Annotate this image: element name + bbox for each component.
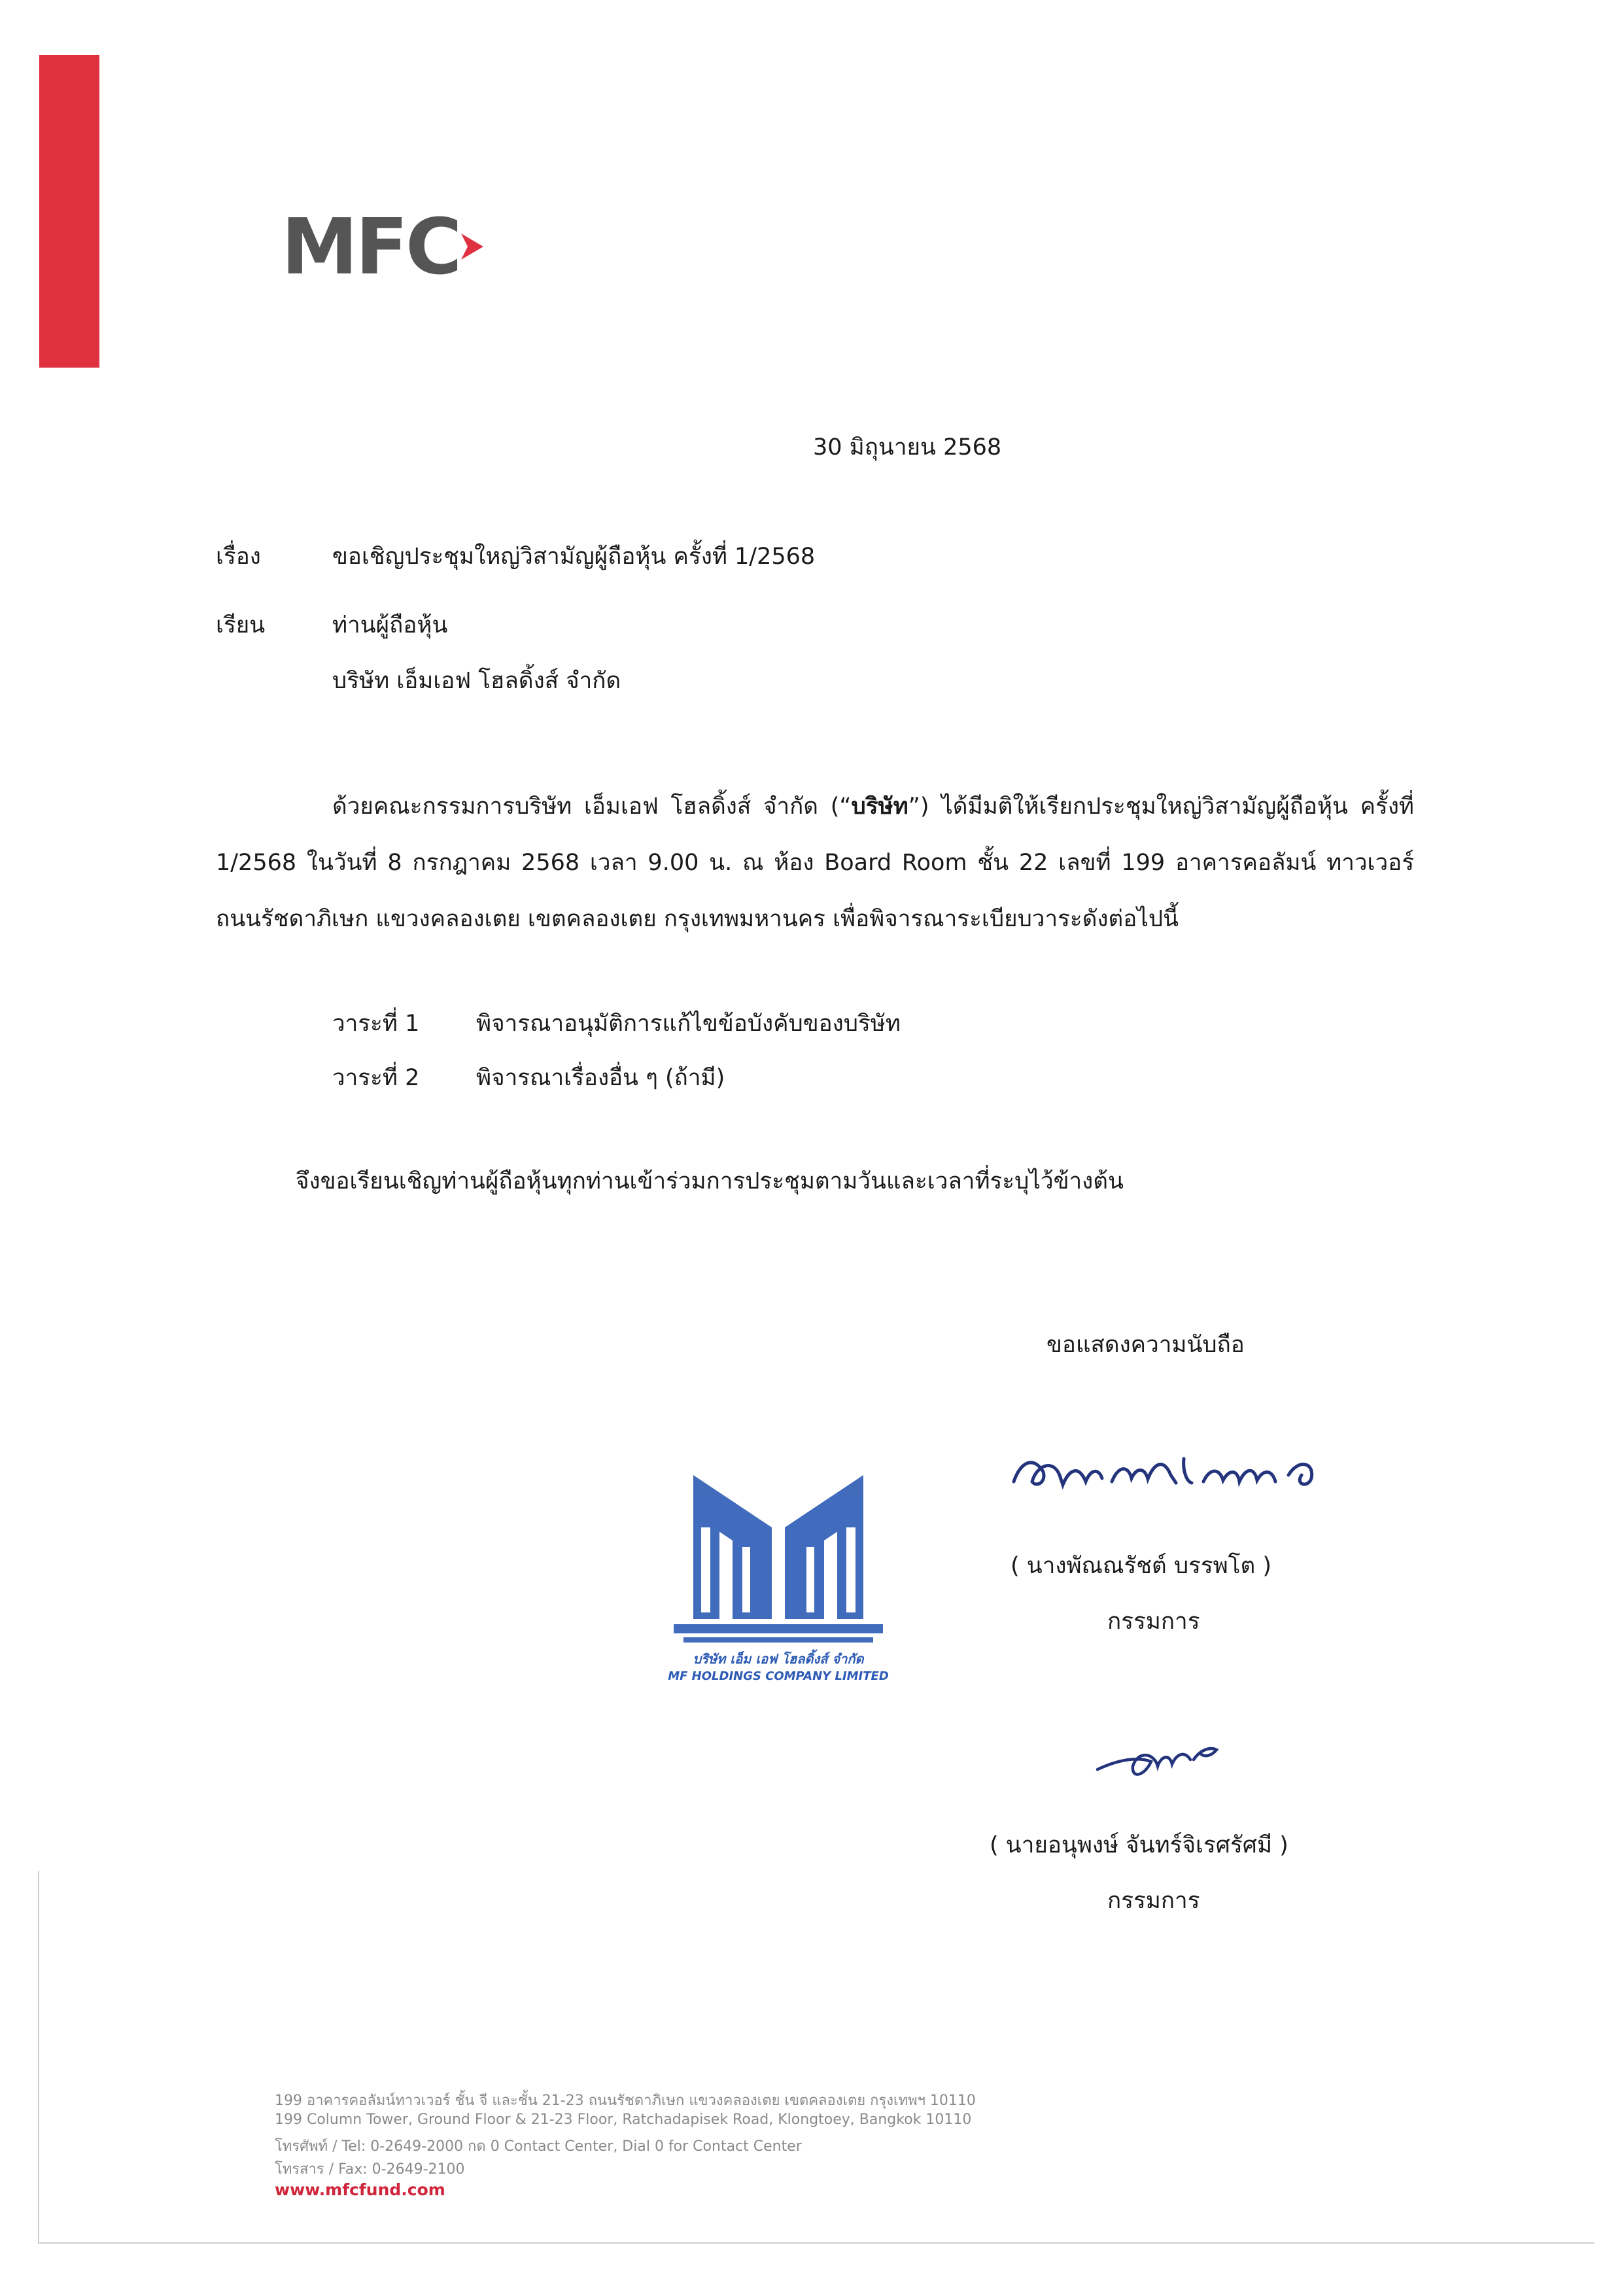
mfc-logo [281, 201, 483, 292]
stamp-text-english: MF HOLDINGS COMPANY LIMITED [668, 1669, 889, 1683]
regards-text: ขอแสดงความนับถือ [1046, 1332, 1245, 1358]
recipient-line-2: บริษัท เอ็มเอฟ โฮลดิ้งส์ จำกัด [332, 668, 621, 694]
agenda-text: พิจารณาอนุมัติการแก้ไขข้อบังคับของบริษัท [476, 1011, 901, 1037]
logo-arrow-icon [461, 227, 483, 266]
signature-1 [1007, 1436, 1373, 1508]
footer-address-th: 199 อาคารคอลัมน์ทาวเวอร์ ชั้น จี และชั้น 21-23 ถนนรัชดาภิเษก แขวงคลองเตย เขตคลองเตย กรุงเทพฯ 10110 [275, 2093, 976, 2109]
stamp-text-thai: บริษัท เอ็ม เอฟ โฮลดิ้งส์ จำกัด [693, 1651, 864, 1667]
recipient-label: เรียน [216, 612, 266, 638]
agenda-text: พิจารณาเรื่องอื่น ๆ (ถ้ามี) [476, 1065, 725, 1091]
footer-telephone: โทรศัพท์ / Tel: 0-2649-2000 กด 0 Contact Center, Dial 0 for Contact Center [275, 2138, 802, 2155]
page-border-bottom [38, 2242, 1595, 2244]
agenda-item [332, 1060, 725, 1096]
logo-text: MFC [281, 201, 460, 292]
signature-2 [1092, 1730, 1236, 1789]
signatory-1-title: กรรมการ [1107, 1609, 1200, 1635]
agenda-number: วาระที่ 1 [332, 1011, 420, 1037]
subject-label: เรื่อง [216, 544, 261, 570]
footer-fax: โทรสาร / Fax: 0-2649-2100 [275, 2161, 465, 2178]
signatory-1-name: ( นางพัณณรัชต์ บรรพโต ) [1011, 1553, 1272, 1579]
footer-address-en: 199 Column Tower, Ground Floor & 21-23 Floor, Ratchadapisek Road, Klongtoey, Bangkok 10110 [275, 2112, 972, 2128]
signatory-2-title: กรรมการ [1107, 1888, 1200, 1914]
body-paragraph [216, 778, 1414, 947]
body-text-after: ”) ได้มีมติให้เรียกประชุมใหญ่วิสามัญผู้ถือหุ้น ครั้งที่ 1/2568 ในวันที่ 8 กรกฎาคม 2568 เวลา 9.00 น. ณ ห้อง Board Room ชั้น 22 เลขที่ 199 อาคารคอลัมน์ ทาวเวอร์ ถนนรัชดาภิเษก แขวงคลองเตย เขตคลองเตย กรุงเทพมหานคร เพื่อพิจารณาระเบียบวาระดังต่อไปนี้ [216, 793, 1414, 932]
letterhead-red-bar [39, 55, 99, 368]
body-text-bold: บริษัท [851, 793, 908, 820]
letter-date: 30 มิถุนายน 2568 [813, 434, 1002, 461]
agenda-number: วาระที่ 2 [332, 1065, 420, 1091]
page-border-left [38, 1871, 39, 2244]
footer-website-link[interactable]: www.mfcfund.com [275, 2180, 445, 2199]
closing-paragraph: จึงขอเรียนเชิญท่านผู้ถือหุ้นทุกท่านเข้าร่วมการประชุมตามวันและเวลาที่ระบุไว้ข้างต้น [296, 1168, 1124, 1194]
recipient-line-1: ท่านผู้ถือหุ้น [332, 612, 448, 638]
body-text-before: ด้วยคณะกรรมการบริษัท เอ็มเอฟ โฮลดิ้งส์ จำกัด (“ [332, 793, 852, 820]
agenda-item [332, 1005, 901, 1041]
subject-text: ขอเชิญประชุมใหญ่วิสามัญผู้ถือหุ้น ครั้งที่ 1/2568 [332, 544, 816, 570]
signatory-2-name: ( นายอนุพงษ์ จันทร์จิเรศรัศมี ) [990, 1832, 1288, 1858]
